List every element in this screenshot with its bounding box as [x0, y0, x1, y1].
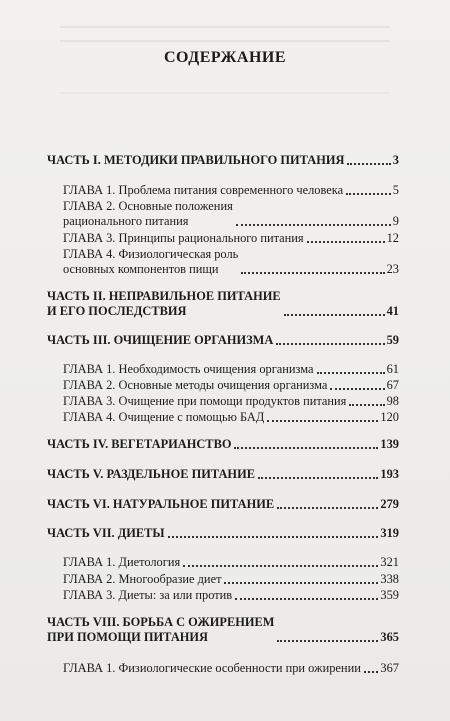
- leader-dots: [317, 372, 385, 374]
- toc-entry-part-8[interactable]: [47, 615, 399, 645]
- entry-text: ГЛАВА 4. Очищение с помощью БАД: [63, 410, 265, 424]
- leader-dots: [307, 241, 385, 243]
- toc-entry-part-3[interactable]: [47, 333, 399, 348]
- entry-text: ЧАСТЬ IV. ВЕГЕТАРИАНСТВО: [47, 437, 232, 451]
- entry-text: ЧАСТЬ V. РАЗДЕЛЬНОЕ ПИТАНИЕ: [47, 467, 255, 481]
- toc-entry-chapter[interactable]: [63, 362, 399, 377]
- leader-dots: [330, 388, 384, 390]
- page-number: 23: [386, 262, 399, 276]
- entry-text: ЧАСТЬ II. НЕПРАВИЛЬНОЕ ПИТАНИЕ И ЕГО ПОСЛЕДСТВИЯ: [47, 289, 281, 318]
- toc-entry-part-7[interactable]: [47, 526, 399, 541]
- leader-dots: [349, 404, 384, 406]
- entry-text: ГЛАВА 3. Диеты: за или против: [63, 588, 233, 602]
- toc-entry-chapter[interactable]: [63, 183, 399, 198]
- entry-text: ГЛАВА 3. Очищение при помощи продуктов питания: [63, 394, 347, 408]
- page-number: 3: [392, 153, 399, 167]
- leader-dots: [183, 565, 378, 567]
- leader-dots: [284, 314, 385, 316]
- leader-dots: [364, 671, 379, 673]
- leader-dots: [241, 272, 384, 274]
- leader-dots: [235, 598, 378, 600]
- entry-text: ЧАСТЬ VI. НАТУРАЛЬНОЕ ПИТАНИЕ: [47, 497, 275, 511]
- leader-dots: [234, 447, 378, 449]
- leader-dots: [277, 640, 378, 642]
- page-number: 367: [380, 661, 399, 675]
- page-number: 365: [380, 630, 399, 644]
- leader-dots: [267, 420, 378, 422]
- entry-text: ЧАСТЬ VII. ДИЕТЫ: [47, 526, 165, 540]
- toc-entry-chapter[interactable]: [63, 572, 399, 587]
- toc-entry-chapter[interactable]: [63, 410, 399, 425]
- entry-text: ЧАСТЬ III. ОЧИЩЕНИЕ ОРГАНИЗМА: [47, 333, 274, 347]
- page-number: 5: [392, 183, 399, 197]
- leader-dots: [346, 193, 391, 195]
- leader-dots: [236, 224, 391, 226]
- toc-entry-chapter[interactable]: [63, 247, 399, 277]
- entry-text: ГЛАВА 1. Необходимость очищения организма: [63, 362, 314, 376]
- page-number: 41: [386, 304, 399, 318]
- page-number: 67: [386, 378, 399, 392]
- toc-entry-part-5[interactable]: [47, 467, 399, 482]
- page-number: 359: [380, 588, 399, 602]
- toc-entry-chapter[interactable]: [63, 231, 399, 246]
- entry-text: ГЛАВА 1. Проблема питания современного человека: [63, 183, 344, 197]
- toc-entry-part-2[interactable]: [47, 289, 399, 319]
- page-number: 193: [380, 467, 399, 481]
- toc-entry-chapter[interactable]: [63, 199, 399, 229]
- page-number: 279: [380, 497, 399, 511]
- page-number: 59: [386, 333, 399, 347]
- toc-entry-chapter[interactable]: [63, 378, 399, 393]
- entry-text: ГЛАВА 2. Многообразие диет: [63, 572, 222, 586]
- toc-title: СОДЕРЖАНИЕ: [163, 49, 287, 66]
- toc-entry-part-6[interactable]: [47, 497, 399, 512]
- entry-text: ГЛАВА 1. Физиологические особенности при ожирении: [63, 661, 361, 675]
- leader-dots: [258, 477, 378, 479]
- toc-entry-part-4[interactable]: [47, 437, 399, 452]
- bleed-through-line: [60, 40, 390, 42]
- page-number: 338: [380, 572, 399, 586]
- toc-entry-chapter[interactable]: [63, 661, 399, 676]
- entry-text: ЧАСТЬ VIII. БОРЬБА С ОЖИРЕНИЕМ ПРИ ПОМОЩИ ПИТАНИЯ: [47, 615, 275, 644]
- leader-dots: [168, 536, 379, 538]
- page-number: 321: [380, 555, 399, 569]
- toc-entry-chapter[interactable]: [63, 394, 399, 409]
- entry-text: ЧАСТЬ I. МЕТОДИКИ ПРАВИЛЬНОГО ПИТАНИЯ: [47, 153, 345, 167]
- page-number: 12: [386, 231, 399, 245]
- bleed-through-line: [60, 26, 390, 28]
- entry-text: ГЛАВА 2. Основные методы очищения организма: [63, 378, 328, 392]
- entry-text: ГЛАВА 2. Основные положения рационального питания: [63, 199, 233, 228]
- toc-entry-chapter[interactable]: [63, 555, 399, 570]
- bleed-through-line: [60, 92, 390, 94]
- leader-dots: [276, 343, 384, 345]
- leader-dots: [224, 582, 378, 584]
- page-number: 9: [392, 214, 399, 228]
- entry-text: ГЛАВА 3. Принципы рационального питания: [63, 231, 304, 245]
- entry-text: ГЛАВА 1. Диетология: [63, 555, 181, 569]
- page-number: 319: [380, 526, 399, 540]
- page-number: 120: [380, 410, 399, 424]
- entry-text: ГЛАВА 4. Физиологическая роль основных компонентов пищи: [63, 247, 239, 276]
- page-number: 61: [386, 362, 399, 376]
- leader-dots: [277, 507, 378, 509]
- toc-entry-chapter[interactable]: [63, 588, 399, 603]
- leader-dots: [347, 163, 390, 165]
- page-number: 139: [380, 437, 399, 451]
- page-number: 98: [386, 394, 399, 408]
- toc-entry-part-1[interactable]: [47, 153, 399, 168]
